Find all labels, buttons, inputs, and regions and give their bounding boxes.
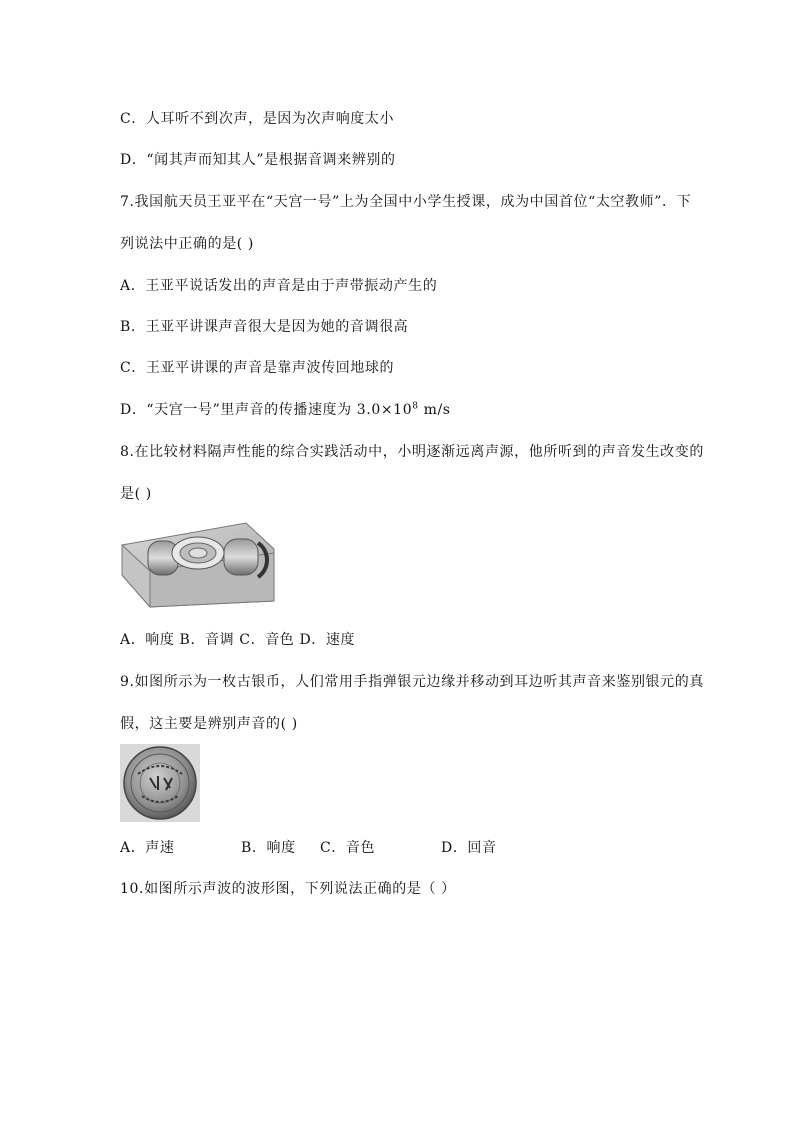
q9-option-b: B．响度 (241, 840, 296, 856)
silver-coin-image (120, 744, 200, 822)
q9-option-d: D．回音 (441, 840, 497, 856)
q8-stem-line1: 8.在比较材料隔声性能的综合实践活动中，小明逐渐远离声源，他所听到的声音发生改变的 (120, 444, 704, 460)
q7-option-d-unit: m/s (418, 402, 451, 418)
q7-stem-line1: 7.我国航天员王亚平在“天宫一号”上为全国中小学生授课，成为中国首位“太空教师”．下 (120, 194, 692, 210)
q8-options: A．响度 B．音调 C．音色 D．速度 (120, 632, 356, 648)
q6-option-d: D．“闻其声而知其人”是根据音调来辨别的 (120, 152, 396, 168)
q6-option-c: C．人耳听不到次声，是因为次声响度太小 (120, 111, 395, 127)
q9-option-a: A．声速 (120, 840, 175, 856)
q8-stem-line2: 是( ) (120, 486, 152, 502)
q7-option-b: B．王亚平讲课声音很大是因为她的音调很高 (120, 319, 409, 335)
q7-stem-line2: 列说法中正确的是( ) (120, 236, 254, 252)
q7-option-c: C．王亚平讲课的声音是靠声波传回地球的 (120, 360, 395, 376)
q9-stem-line1: 9.如图所示为一枚古银币，人们常用手指弹银元边缘并移动到耳边听其声音来鉴别银元的真 (120, 674, 704, 690)
q9-option-c: C．音色 (320, 840, 376, 856)
q7-option-d-exponent: 8 (412, 401, 419, 412)
soundproof-box-figure (118, 515, 278, 610)
q9-stem-line2: 假，这主要是辨别声音的( ) (120, 716, 298, 732)
q10-stem-line1: 10.如图所示声波的波形图，下列说法正确的是（ ） (120, 881, 456, 897)
q7-option-d-text: D．“天宫一号”里声音的传播速度为 3.0×10 (120, 402, 413, 418)
q7-option-a: A．王亚平说话发出的声音是由于声带振动产生的 (120, 278, 438, 294)
q7-option-d (120, 401, 451, 419)
